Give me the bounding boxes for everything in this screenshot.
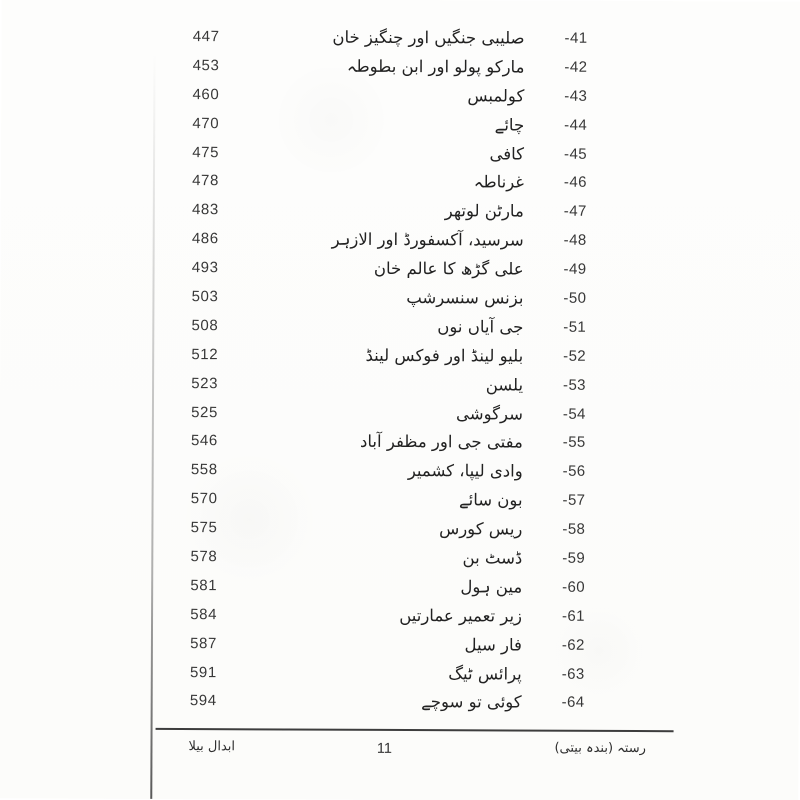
entry-number: -43 bbox=[564, 87, 588, 105]
entry-number: -60 bbox=[562, 578, 586, 596]
toc-row bbox=[0, 687, 799, 719]
chapter-title: ریس کورس bbox=[439, 519, 523, 539]
page-number: 503 bbox=[191, 288, 219, 306]
footer-divider bbox=[156, 728, 674, 732]
toc-row bbox=[0, 571, 799, 603]
page-number: 453 bbox=[192, 56, 220, 75]
entry-number: -42 bbox=[564, 58, 588, 76]
entry-number: -50 bbox=[563, 289, 587, 307]
page-number: 508 bbox=[191, 316, 219, 335]
page-number: 587 bbox=[190, 634, 217, 652]
page-number: 546 bbox=[190, 432, 218, 450]
chapter-title: زیر تعمیر عمارتیں bbox=[399, 605, 523, 626]
chapter-title: کوئی تو سوچے bbox=[421, 692, 522, 713]
page-number: 447 bbox=[192, 28, 220, 46]
chapter-title: بلیو لینڈ اور فوکس لینڈ bbox=[365, 345, 524, 366]
chapter-title: جی آیاں نوں bbox=[437, 317, 524, 337]
chapter-title: صلیبی جنگیں اور چنگیز خان bbox=[332, 27, 525, 48]
entry-number: -44 bbox=[564, 116, 588, 134]
toc-row bbox=[1, 253, 800, 285]
chapter-title: بزنس سنسرشپ bbox=[406, 288, 524, 308]
page-number: 591 bbox=[189, 663, 217, 681]
toc-row bbox=[0, 485, 800, 517]
entry-number: -57 bbox=[562, 491, 586, 510]
entry-number: -55 bbox=[562, 434, 586, 452]
chapter-title: مفتی جی اور مظفر آباد bbox=[360, 432, 523, 453]
toc-row bbox=[0, 427, 800, 459]
entry-number: -61 bbox=[562, 607, 585, 625]
footer-page-number: 11 bbox=[376, 740, 393, 757]
chapter-title: مین ہول bbox=[460, 577, 523, 597]
entry-number: -47 bbox=[563, 203, 587, 221]
page-number: 493 bbox=[191, 259, 219, 277]
entry-number: -56 bbox=[562, 463, 586, 481]
chapter-title: وادی لیپا، کشمیر bbox=[407, 461, 523, 481]
entry-number: -63 bbox=[561, 665, 585, 683]
toc-row bbox=[0, 282, 800, 314]
page-number: 523 bbox=[191, 374, 219, 392]
chapter-title: چائے bbox=[494, 115, 525, 135]
entry-number: -48 bbox=[563, 231, 587, 250]
toc-row bbox=[0, 340, 800, 372]
entry-number: -58 bbox=[562, 520, 586, 538]
chapter-title: سرسید، آکسفورڈ اور الازہر bbox=[331, 229, 524, 250]
toc-row bbox=[0, 456, 800, 488]
toc-row bbox=[0, 513, 799, 545]
entry-number: -52 bbox=[563, 347, 587, 365]
toc-row bbox=[1, 109, 800, 141]
page-number: 584 bbox=[190, 605, 218, 624]
page-number: 460 bbox=[192, 85, 220, 103]
chapter-title: کولمبس bbox=[467, 86, 525, 106]
toc-row bbox=[0, 369, 800, 401]
toc-row bbox=[0, 542, 799, 574]
entry-number: -53 bbox=[563, 376, 586, 394]
entry-number: -59 bbox=[562, 549, 586, 567]
entry-number: -45 bbox=[564, 145, 588, 163]
chapter-title: بون سائے bbox=[458, 490, 523, 510]
table-of-contents bbox=[0, 22, 800, 719]
page-number: 581 bbox=[190, 577, 218, 595]
page-number: 578 bbox=[190, 548, 218, 566]
chapter-title: فار سیل bbox=[464, 634, 522, 655]
toc-row bbox=[1, 138, 800, 170]
entry-number: -49 bbox=[563, 260, 587, 278]
page-number: 570 bbox=[190, 490, 218, 508]
chapter-title: پرائس ٹیگ bbox=[448, 663, 522, 684]
page-number: 486 bbox=[191, 230, 219, 248]
toc-row bbox=[0, 311, 800, 343]
page-number: 478 bbox=[192, 172, 219, 190]
page-number: 594 bbox=[189, 692, 217, 710]
entry-number: -54 bbox=[562, 405, 586, 423]
toc-row bbox=[0, 600, 799, 632]
footer-book-title: رستہ (بندہ بیتی) bbox=[554, 740, 646, 757]
chapter-title: علی گڑھ کا عالم خان bbox=[373, 259, 524, 279]
chapter-title: یلسن bbox=[485, 375, 524, 395]
chapter-title: غرناطہ bbox=[473, 172, 524, 192]
entry-number: -41 bbox=[564, 29, 588, 47]
entry-number: -46 bbox=[563, 174, 587, 192]
entry-number: -62 bbox=[561, 636, 585, 654]
page-number: 525 bbox=[191, 403, 218, 421]
page-number: 470 bbox=[192, 114, 220, 132]
chapter-title: سرگوشی bbox=[456, 403, 523, 424]
toc-row bbox=[1, 167, 800, 199]
toc-row bbox=[0, 398, 800, 430]
page-number: 475 bbox=[192, 143, 220, 161]
chapter-title: مارکو پولو اور ابن بطوطہ bbox=[346, 56, 525, 77]
page-number: 575 bbox=[190, 519, 218, 537]
page-number: 483 bbox=[191, 201, 219, 219]
chapter-title: مارٹن لوتھر bbox=[444, 201, 524, 221]
entry-number: -51 bbox=[563, 318, 587, 336]
footer-author: ابدال بیلا bbox=[188, 739, 236, 755]
entry-number: -64 bbox=[561, 694, 585, 712]
toc-row bbox=[0, 658, 799, 690]
toc-row bbox=[0, 629, 799, 661]
toc-row bbox=[2, 22, 800, 54]
toc-row bbox=[1, 196, 800, 228]
page-number: 558 bbox=[190, 461, 218, 479]
page-number: 512 bbox=[191, 345, 219, 364]
toc-row bbox=[1, 51, 800, 83]
toc-row bbox=[1, 224, 800, 256]
chapter-title: کافی bbox=[489, 143, 525, 164]
toc-row bbox=[1, 80, 800, 112]
chapter-title: ڈسٹ بن bbox=[462, 548, 523, 568]
